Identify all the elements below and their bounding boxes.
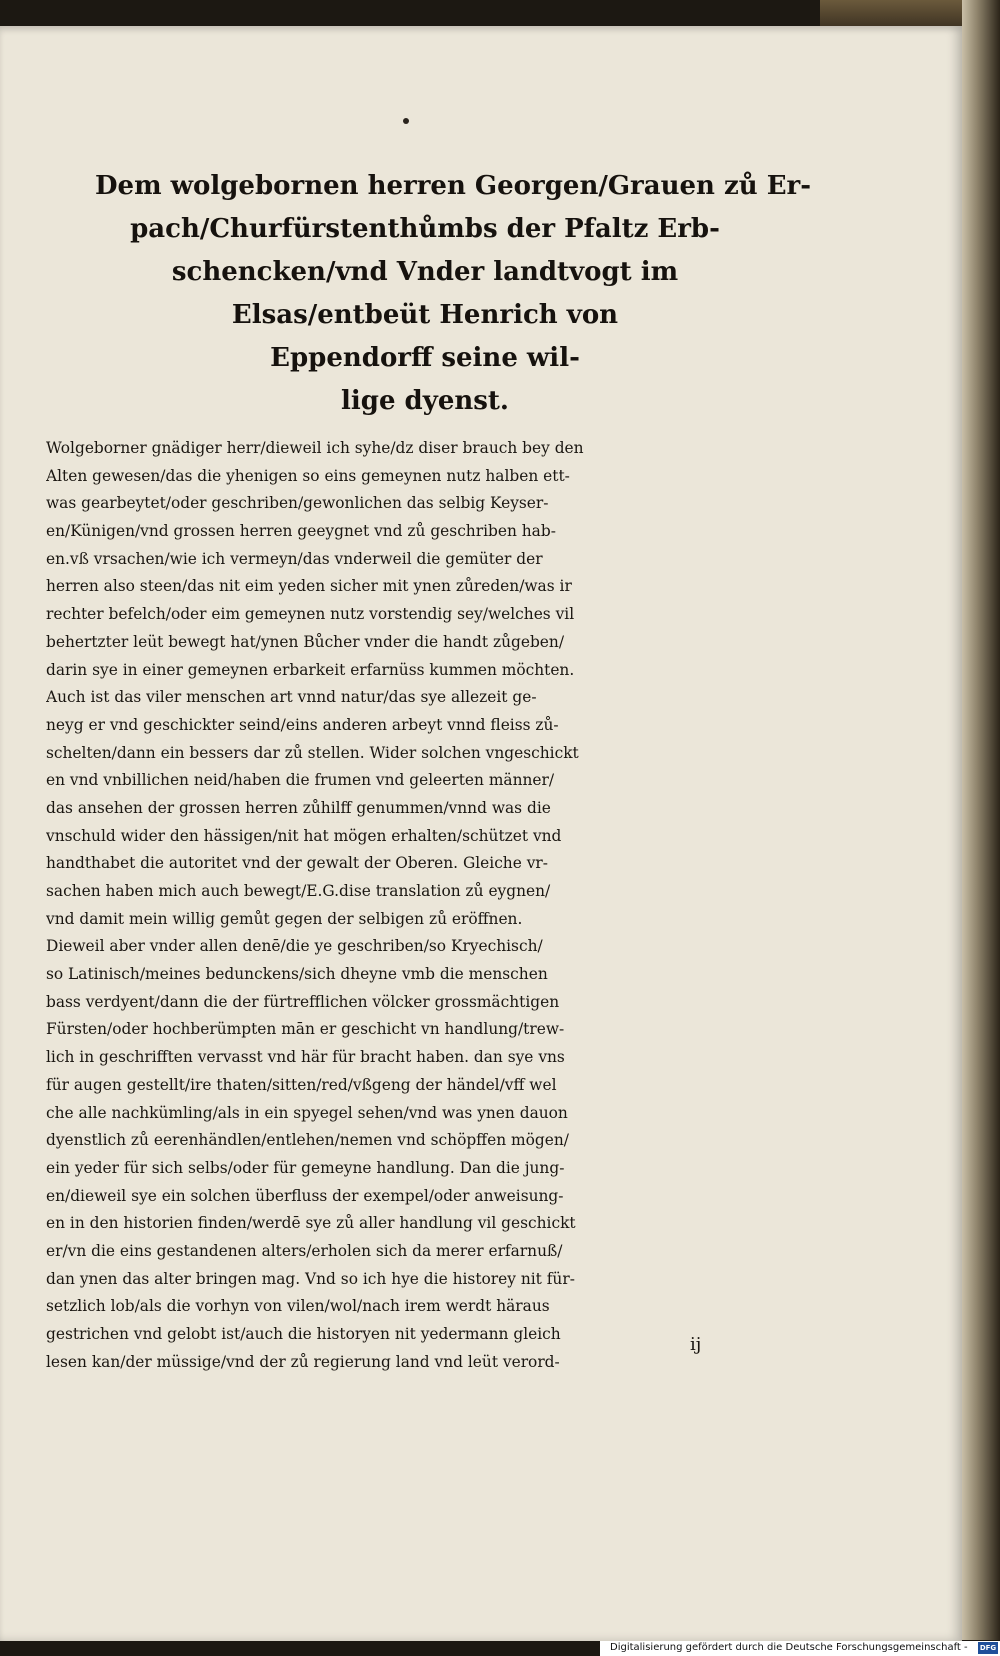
dedication-heading bbox=[95, 165, 812, 423]
text-line: en/Künigen/vnd grossen herren geeygnet vnd zů geschriben hab- bbox=[46, 522, 556, 541]
text-line: rechter befelch/oder eim gemeynen nutz vorstendig sey/welches vil bbox=[46, 605, 575, 624]
text-line: Alten gewesen/das die yhenigen so eins gemeynen nutz halben ett- bbox=[46, 466, 570, 485]
text-line: neyg er vnd geschickter seind/eins anderen arbeyt vnnd fleiss zů- bbox=[46, 715, 559, 734]
text-line: gestrichen vnd gelobt ist/auch die historyen nit yedermann gleich bbox=[46, 1325, 561, 1343]
text-line: dan ynen das alter bringen mag. Vnd so ich hye die historey nit für- bbox=[46, 1269, 575, 1288]
heading-line: lige dyenst. bbox=[341, 386, 509, 416]
text-line: vnschuld wider den hässigen/nit hat mögen erhalten/schützet vnd bbox=[46, 826, 562, 845]
text-line: lesen kan/der müssige/vnd der zů regierung land vnd leüt verord- bbox=[46, 1352, 560, 1371]
text-line: sachen haben mich auch bewegt/E.G.dise translation zů eygnen/ bbox=[46, 882, 551, 900]
text-line: Fürsten/oder hochberümpten mān er geschicht vn handlung/trew- bbox=[46, 1020, 565, 1039]
text-line: Dieweil aber vnder allen denē/die ye geschriben/so Kryechisch/ bbox=[46, 937, 543, 956]
signature-mark: ij bbox=[690, 1334, 702, 1355]
text-line: Auch ist das viler menschen art vnnd natur/das sye allezeit ge- bbox=[46, 688, 537, 707]
heading-line: pach/Churfürstenthůmbs der Pfaltz Erb- bbox=[130, 214, 720, 244]
heading-line: schencken/vnd Vnder landtvogt im bbox=[171, 257, 679, 287]
text-line: dyenstlich zů eerenhändlen/entlehen/nemen vnd schöpffen mögen/ bbox=[46, 1131, 569, 1150]
heading-line: Eppendorff seine wil- bbox=[270, 343, 580, 373]
text-line: en vnd vnbillichen neid/haben die frumen vnd geleerten männer/ bbox=[46, 771, 555, 790]
text-line: handthabet die autoritet vnd der gewalt der Oberen. Gleiche vr- bbox=[46, 854, 548, 873]
text-line: vnd damit mein willig gemůt gegen der selbigen zů eröffnen. bbox=[46, 909, 523, 928]
text-line: bass verdyent/dann die der fürtrefflichen völcker grossmächtigen bbox=[46, 992, 560, 1011]
text-line: darin sye in einer gemeynen erbarkeit erfarnüss kummen möchten. bbox=[46, 660, 575, 679]
page-mark bbox=[403, 118, 409, 124]
text-line: was gearbeytet/oder geschriben/gewonlichen das selbig Keyser- bbox=[46, 494, 549, 513]
text-line: en in den historien finden/werdē sye zů aller handlung vil geschickt bbox=[46, 1214, 576, 1233]
text-line: lich in geschrifften vervasst vnd här für bracht haben. dan sye vns bbox=[46, 1048, 565, 1067]
text-line: so Latinisch/meines bedunckens/sich dheyne vmb die menschen bbox=[46, 965, 548, 984]
dfg-logo: DFG bbox=[979, 1644, 997, 1652]
text-line: er/vn die eins gestandenen alters/erholen sich da merer erfarnuß/ bbox=[46, 1241, 563, 1260]
digitization-credit: Digitalisierung gefördert durch die Deutsche Forschungsgemeinschaft - bbox=[610, 1642, 968, 1653]
text-line: en/dieweil sye ein solchen überfluss der exempel/oder anweisung- bbox=[46, 1186, 564, 1205]
text-line: en.vß vrsachen/wie ich vermeyn/das vnderweil die gemüter der bbox=[46, 549, 543, 568]
book-edge-right bbox=[962, 0, 1000, 1640]
text-line: Wolgeborner gnädiger herr/dieweil ich syhe/dz diser brauch bey den bbox=[46, 439, 584, 457]
text-line: schelten/dann ein bessers dar zů stellen. Wider solchen vngeschickt bbox=[46, 743, 579, 762]
text-line: setzlich lob/als die vorhyn von vilen/wol/nach irem werdt häraus bbox=[46, 1297, 550, 1316]
text-line: che alle nachkümling/als in ein spyegel sehen/vnd was ynen dauon bbox=[46, 1103, 568, 1122]
text-line: herren also steen/das nit eim yeden sicher mit ynen zůreden/was ir bbox=[46, 577, 572, 596]
heading-line: Elsas/entbeüt Henrich von bbox=[231, 300, 619, 330]
body-text bbox=[46, 435, 766, 1376]
text-line: ein yeder für sich selbs/oder für gemeyne handlung. Dan die jung- bbox=[46, 1158, 565, 1177]
text-line: das ansehen der grossen herren zůhilff genummen/vnnd was die bbox=[46, 798, 551, 817]
text-line: behertzter leüt bewegt hat/ynen Bůcher vnder die handt zůgeben/ bbox=[46, 632, 565, 651]
text-line: für augen gestellt/ire thaten/sitten/red/vßgeng der händel/vff wel bbox=[46, 1075, 557, 1094]
heading-line: Dem wolgebornen herren Georgen/Grauen zů Er- bbox=[95, 171, 812, 201]
